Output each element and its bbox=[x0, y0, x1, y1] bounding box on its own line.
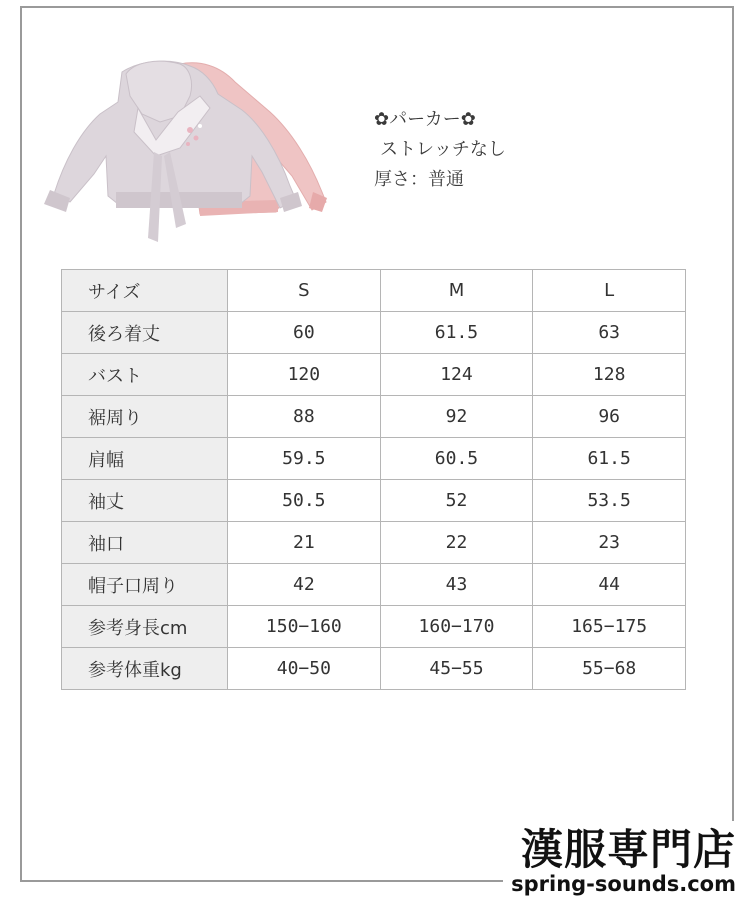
row-label: 帽子口周り bbox=[62, 564, 228, 606]
row-label: 裾周り bbox=[62, 396, 228, 438]
brand-name: 漢服専門店 bbox=[520, 825, 736, 874]
table-row bbox=[62, 396, 686, 438]
cell-s: 21 bbox=[228, 522, 381, 564]
cell-s: 88 bbox=[228, 396, 381, 438]
stretch-text: ストレッチなし bbox=[380, 139, 506, 160]
product-image bbox=[30, 52, 330, 258]
row-label: 袖丈 bbox=[62, 480, 228, 522]
row-label: バスト bbox=[62, 354, 228, 396]
cell-l: 53.5 bbox=[533, 480, 686, 522]
header-size-label: サイズ bbox=[62, 270, 228, 312]
cell-m: 22 bbox=[380, 522, 533, 564]
row-label: 袖口 bbox=[62, 522, 228, 564]
thickness-text: 厚さ：普通 bbox=[374, 169, 464, 190]
table-row bbox=[62, 648, 686, 690]
cell-l: 63 bbox=[533, 312, 686, 354]
table-row bbox=[62, 438, 686, 480]
header-size-m: M bbox=[380, 270, 533, 312]
cell-m: 45−55 bbox=[380, 648, 533, 690]
hoodie-illustration bbox=[30, 52, 330, 258]
cell-s: 40−50 bbox=[228, 648, 381, 690]
table-row bbox=[62, 480, 686, 522]
cell-l: 44 bbox=[533, 564, 686, 606]
cell-l: 61.5 bbox=[533, 438, 686, 480]
cell-l: 165−175 bbox=[533, 606, 686, 648]
brand-watermark bbox=[503, 821, 736, 895]
table-row bbox=[62, 606, 686, 648]
table-header-row bbox=[62, 270, 686, 312]
cell-s: 120 bbox=[228, 354, 381, 396]
cell-l: 96 bbox=[533, 396, 686, 438]
cell-m: 61.5 bbox=[380, 312, 533, 354]
cell-s: 50.5 bbox=[228, 480, 381, 522]
row-label: 参考身長cm bbox=[62, 606, 228, 648]
cell-m: 60.5 bbox=[380, 438, 533, 480]
row-label: 参考体重kg bbox=[62, 648, 228, 690]
table-row bbox=[62, 564, 686, 606]
table-row bbox=[62, 522, 686, 564]
product-title: ✿パーカー✿ bbox=[374, 109, 476, 130]
cell-l: 23 bbox=[533, 522, 686, 564]
cell-l: 55−68 bbox=[533, 648, 686, 690]
cell-s: 42 bbox=[228, 564, 381, 606]
size-table bbox=[61, 269, 686, 690]
header-size-s: S bbox=[228, 270, 381, 312]
cell-m: 52 bbox=[380, 480, 533, 522]
row-label: 後ろ着丈 bbox=[62, 312, 228, 354]
brand-url: spring-sounds.com bbox=[511, 872, 736, 896]
cell-m: 92 bbox=[380, 396, 533, 438]
cell-s: 60 bbox=[228, 312, 381, 354]
cell-m: 124 bbox=[380, 354, 533, 396]
table-row bbox=[62, 312, 686, 354]
cell-m: 43 bbox=[380, 564, 533, 606]
cell-l: 128 bbox=[533, 354, 686, 396]
header-size-l: L bbox=[533, 270, 686, 312]
cell-m: 160−170 bbox=[380, 606, 533, 648]
product-info bbox=[374, 105, 506, 195]
row-label: 肩幅 bbox=[62, 438, 228, 480]
table-row bbox=[62, 354, 686, 396]
cell-s: 59.5 bbox=[228, 438, 381, 480]
cell-s: 150−160 bbox=[228, 606, 381, 648]
lavender-hoodie bbox=[44, 61, 302, 242]
